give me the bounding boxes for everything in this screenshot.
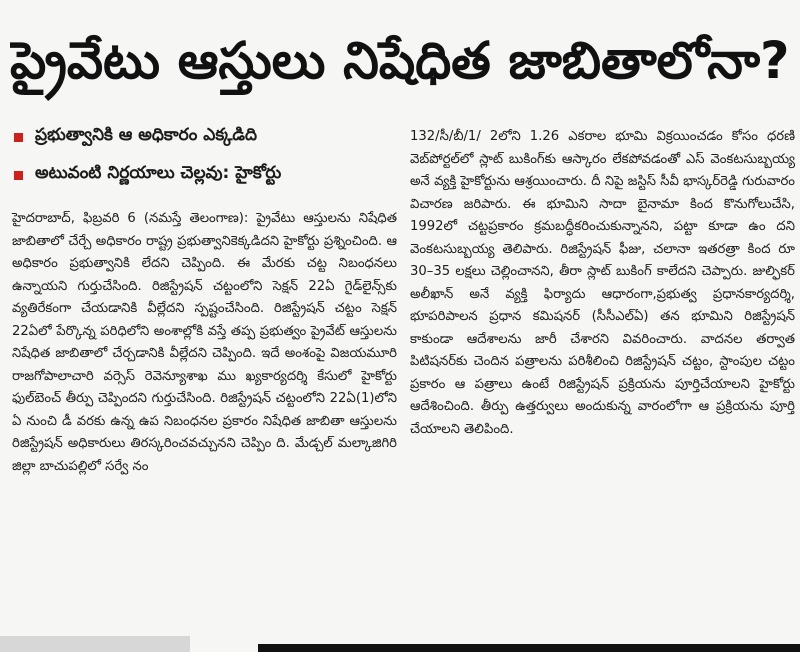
subheading-item [14, 156, 394, 194]
subheading-list [14, 118, 394, 194]
article-column-left [12, 208, 397, 478]
article-body-right: 132/సీ/బీ/1/ 2లోని 1.26 ఎకరాల భూమి విక్రయించడం కోసం ధరణి వెబ్‌పోర్టల్‌లో స్లాట్ బుకింగ్‌కు ఆస్కారం లేకపోవడంతో ఎస్ వెంకటసుబ్బయ్య అనే వ్యక్తి హైకోర్టును ఆశ్రయించారు. దీ నిపై జస్టిస్ సీవీ భాస్కర్‌రెడ్డి గురువారం విచారణ జరిపారు. ఈ భూమిని సాదా బైనామా కింద కొనుగోలుచేసి, 1992లో చట్టప్రకారం క్రమబద్ధీకరించుకున్నానని, పట్టా కూడా ఉం దని వెంకటసుబ్బయ్య తెలిపారు. రిజిస్ట్రేషన్ ఫీజు, చలానా ఇతరత్రా కింద రూ 30–35 లక్షలు చెల్లించానని, తీరా స్లాట్ బుకింగ్ కాలేదని చెప్పారు. జుల్ఫికర్ అలీఖాన్ అనే వ్యక్తి ఫిర్యాదు ఆధారంగా,ప్రభుత్వ ప్రధానకార్యదర్శి, భూపరిపాలన ప్రధాన కమిషనర్ (సీసీఎల్ఏ) తన భూమిని రిజిస్ట్రేషన్ కాకుండా ఆదేశాలను జారీ చేశారని వివరించారు. వాదనల తర్వాత పిటిషనర్‌కు చెందిన పత్రాలను పరిశీలించి రిజిస్ట్రేషన్ చట్టం, స్టాంపుల చట్టం ప్రకారం ఆ పత్రాలు ఉంటే రిజిస్ట్రేషన్ ప్రక్రియను పూర్తిచేయాలని హైకోర్టు ఆదేశించింది. తీర్పు ఉత్తర్వులు అందుకున్న వారంలోగా ఆ ప్రక్రియను పూర్తి చేయాలని తెలిపింది. [410, 129, 795, 437]
subheading-item [14, 118, 394, 156]
bottom-gray-strip [0, 636, 190, 652]
article-body-left: హైదరాబాద్, ఫిబ్రవరి 6 (నమస్తే తెలంగాణ): ప్రైవేటు ఆస్తులను నిషేధిత జాబితాలో చేర్చే అధికారం రాష్ట్ర ప్రభుత్వానికెక్కడిదని హైకోర్టు ప్రశ్నించింది. ఆ అధికారం ప్రభుత్వానికి లేదని చెప్పింది. ఈ మేరకు చట్ట నిబంధనలు ఉన్నాయని గుర్తుచేసింది. రిజిస్ట్రేషన్ చట్టంలోని సెక్షన్ 22ఏ గైడ్‌లైన్స్‌కు వ్యతిరేకంగా చేయడానికి వీల్లేదని స్పష్టంచేసింది. రిజిస్ట్రేషన్ చట్టం సెక్షన్ 22ఏలో పేర్కొన్న పరిధిలోని అంశాల్లోకి వస్తే తప్ప ప్రభుత్వం ప్రైవేట్ ఆస్తులను నిషేధిత జాబితాలో చేర్చడానికి వీల్లేదని చెప్పింది. ఇదే అంశంపై విజయమూరి రాజగోపాలాచారి వర్సెస్ రెవెన్యూశాఖ ము ఖ్యకార్యదర్శి కేసులో హైకోర్టు ఫుల్‌బెంచ్ తీర్పు చెప్పిందని గుర్తుచేసింది. రిజిస్ట్రేషన్ చట్టంలోని 22ఏ(1)లోని ఏ నుంచి డీ వరకు ఉన్న ఉప నిబంధనల ప్రకారం నిషేధిత జాబితా ఆస్తులను రిజిస్ట్రేషన్ అధికారులు తిరస్కరించవచ్చునని చెప్పిం ది. మేడ్చల్ మల్కాజిగిరి జిల్లా బాచుపల్లిలో సర్వే నం [12, 211, 397, 474]
bullet-square-icon [14, 171, 23, 180]
bottom-black-rule [258, 644, 800, 652]
subheading-text: ప్రభుత్వానికి ఆ అధికారం ఎక్కడిది [35, 125, 258, 145]
article-column-right [410, 126, 795, 441]
subheading-text: అటువంటి నిర్ణయాలు చెల్లవు: హైకోర్టు [35, 163, 282, 183]
bullet-square-icon [14, 133, 23, 142]
headline: ప్రైవేటు ఆస్తులు నిషేధిత జాబితాలోనా? [10, 32, 790, 91]
